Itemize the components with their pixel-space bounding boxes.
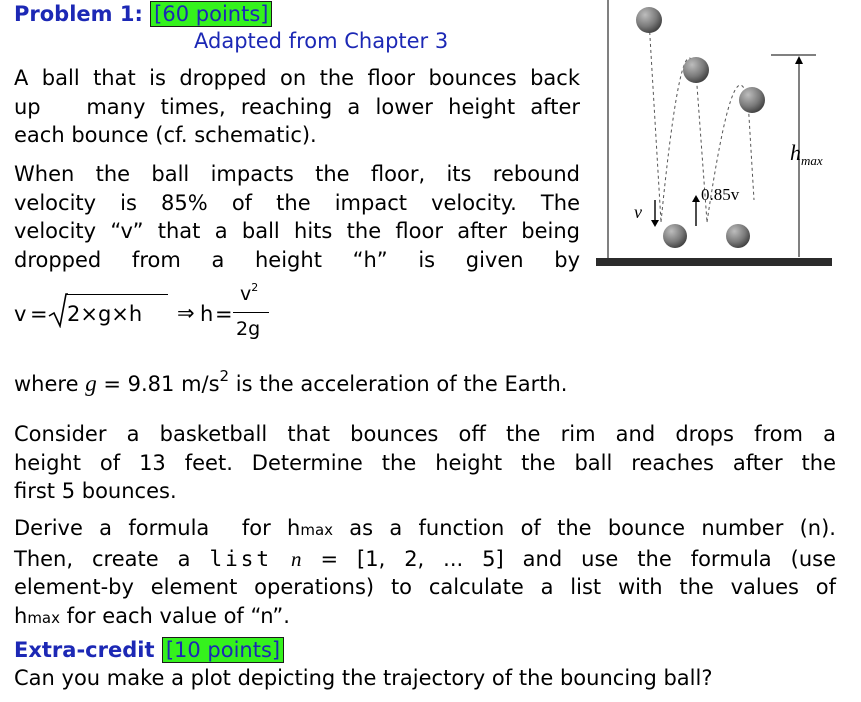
ball-impact [663, 224, 687, 248]
rebound-label: 0.85v [701, 185, 740, 204]
impact-paragraph [14, 160, 580, 274]
intro-paragraph [14, 64, 580, 150]
extra-credit-question: Can you make a plot depicting the trajectory of the bouncing ball? [14, 666, 713, 690]
sqrt-symbol [48, 292, 68, 328]
floor [596, 258, 832, 266]
problem-title: Problem 1: [14, 2, 143, 26]
consider-line: height of 13 feet. Determine the height the ball reaches after the [14, 450, 836, 475]
derive-line: Derive a formula for hmax as a function of the bounce number (n). [14, 516, 836, 540]
rebound-arrowhead [692, 195, 700, 202]
intro-line: up many times, reaching a lower height after [14, 94, 580, 119]
impact-arrowhead [651, 220, 659, 227]
points-badge: [60 points] [150, 1, 272, 27]
impact-line: When the ball impacts the floor, its rebound [14, 162, 580, 186]
formula-equals: = [30, 302, 48, 326]
gravity-line: where g = 9.81 $m/s^2$ is the acceleration of the Earth. [14, 367, 568, 396]
ball-top [636, 7, 662, 33]
intro-line: each bounce (cf. schematic). [14, 123, 317, 147]
problem-subtitle: Adapted from Chapter 3 [194, 29, 449, 53]
formula-implies: ⇒ [177, 301, 195, 325]
ball-peak-1 [683, 57, 709, 83]
sqrt-bar [66, 294, 168, 295]
problem-header [14, 2, 272, 26]
extra-credit-header [14, 638, 284, 662]
ball-rebound [726, 224, 750, 248]
formula-equals2: = [215, 302, 233, 326]
fraction-denominator: 2g [236, 318, 261, 340]
derive-line: element-by element operations) to calculate a list with the values of [14, 575, 836, 599]
derive-paragraph [14, 514, 836, 632]
formula-radicand: 2×g×h [67, 302, 143, 326]
extra-points-badge: [10 points] [162, 637, 284, 663]
extra-credit-title: Extra-credit [14, 638, 155, 662]
consider-paragraph [14, 420, 836, 506]
consider-line: first 5 bounces. [14, 479, 177, 503]
fall-trajectory [649, 20, 661, 222]
hmax-label: $h_{max}$ [790, 140, 823, 168]
formula-v: v [14, 302, 27, 326]
consider-line: Consider a basketball that bounces off the rim and drops from a [14, 422, 836, 446]
intro-line: A ball that is dropped on the floor bounces back [14, 66, 580, 90]
impact-line: dropped from a height “h” is given by [14, 247, 580, 272]
impact-line: velocity “v” that a ball hits the floor after being [14, 219, 580, 243]
derive-line: hmax for each value of “n”. [14, 603, 290, 628]
impact-line: velocity is 85% of the impact velocity. The [14, 190, 580, 215]
fraction-numerator: $v^2$ [240, 281, 259, 305]
hmax-arrowhead [795, 56, 803, 64]
formula-h: h [200, 302, 214, 326]
ball-peak-2 [739, 87, 765, 113]
derive-line: Then, create a list n = [1, 2, ... 5] and use the formula (use [14, 546, 836, 571]
fraction-bar [233, 312, 269, 313]
bounce-schematic [594, 0, 834, 275]
v-label: v [634, 202, 642, 222]
velocity-formula [14, 282, 304, 352]
